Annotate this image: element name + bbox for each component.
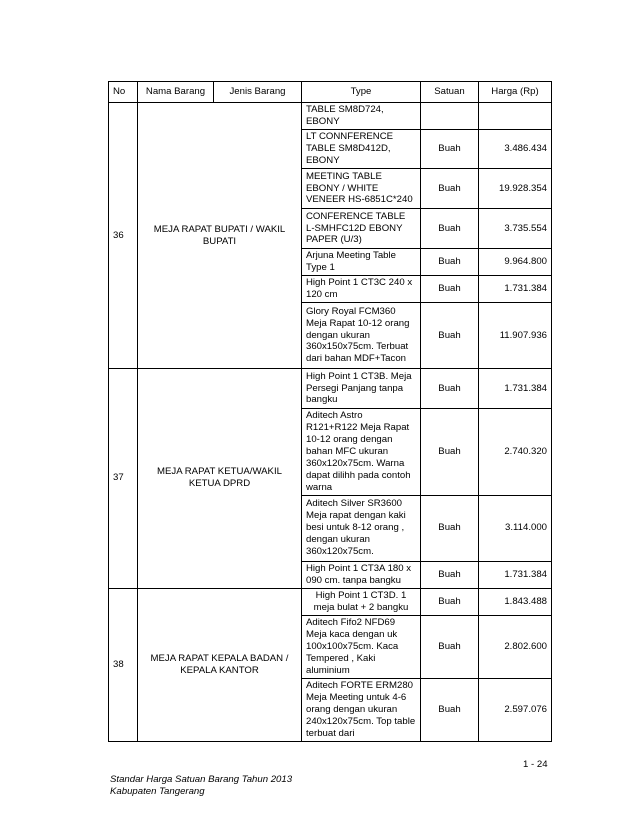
table-body [109,103,552,742]
page-number: 1 - 24 [523,759,548,770]
cell-type: High Point 1 CT3D. 1 meja bulat + 2 bangku [302,588,421,615]
table-row [109,369,552,409]
cell-satuan: Buah [421,369,479,409]
cell-no: 37 [109,369,138,589]
cell-harga: 1.843.488 [479,588,552,615]
cell-satuan: Buah [421,615,479,678]
cell-satuan: Buah [421,209,479,249]
cell-satuan: Buah [421,495,479,561]
cell-harga: 1.731.384 [479,276,552,303]
cell-satuan: Buah [421,249,479,276]
header-nama-barang: Nama Barang [138,82,214,103]
cell-type: Aditech Astro R121+R122 Meja Rapat 10-12 orang dengan bahan MFC ukuran 360x120x75cm. Warna dapat dilihh pada contoh warna [302,409,421,496]
header-satuan: Satuan [421,82,479,103]
cell-satuan: Buah [421,678,479,741]
cell-satuan: Buah [421,276,479,303]
footer-region: Kabupaten Tangerang [110,786,205,798]
cell-type: CONFERENCE TABLE L-SMHFC12D EBONY PAPER (U/3) [302,209,421,249]
cell-harga: 3.735.554 [479,209,552,249]
cell-harga: 3.114.000 [479,495,552,561]
cell-nama-barang: MEJA RAPAT BUPATI / WAKIL BUPATI [138,103,302,369]
cell-harga: 2.597.076 [479,678,552,741]
cell-harga: 9.964.800 [479,249,552,276]
cell-harga: 2.802.600 [479,615,552,678]
cell-type: Glory Royal FCM360 Meja Rapat 10-12 orang dengan ukuran 360x150x75cm. Terbuat dari bahan MDF+Tacon [302,303,421,369]
header-type: Type [302,82,421,103]
cell-satuan [421,103,479,130]
cell-harga: 19.928.354 [479,169,552,209]
table-header-row [109,82,552,103]
cell-type: Arjuna Meeting Table Type 1 [302,249,421,276]
cell-nama-barang: MEJA RAPAT KEPALA BADAN / KEPALA KANTOR [138,588,302,741]
header-jenis-barang: Jenis Barang [214,82,302,103]
cell-type: High Point 1 CT3A 180 x 090 cm. tanpa bangku [302,561,421,588]
table-row [109,588,552,615]
price-table [108,81,552,742]
footer-title: Standar Harga Satuan Barang Tahun 2013 [110,774,293,785]
cell-type: Aditech Silver SR3600 Meja rapat dengan kaki besi untuk 8-12 orang , dengan ukuran 360x120x75cm. [302,495,421,561]
cell-type: Aditech Fifo2 NFD69 Meja kaca dengan uk 100x100x75cm. Kaca Tempered , Kaki aluminium [302,615,421,678]
table-row [109,103,552,130]
cell-type: High Point 1 CT3C 240 x 120 cm [302,276,421,303]
cell-satuan: Buah [421,130,479,169]
cell-satuan: Buah [421,169,479,209]
cell-no: 38 [109,588,138,741]
header-no: No [109,82,138,103]
cell-type: TABLE SM8D724, EBONY [302,103,421,130]
cell-harga: 11.907.936 [479,303,552,369]
cell-type: Aditech FORTE ERM280 Meja Meeting untuk 4-6 orang dengan ukuran 240x120x75cm. Top table terbuat dari [302,678,421,741]
cell-type: High Point 1 CT3B. Meja Persegi Panjang tanpa bangku [302,369,421,409]
cell-no: 36 [109,103,138,369]
cell-harga: 2.740.320 [479,409,552,496]
cell-nama-barang: MEJA RAPAT KETUA/WAKIL KETUA DPRD [138,369,302,589]
cell-harga [479,103,552,130]
cell-type: LT CONNFERENCE TABLE SM8D412D, EBONY [302,130,421,169]
footer [110,774,292,799]
cell-harga: 1.731.384 [479,369,552,409]
cell-satuan: Buah [421,409,479,496]
cell-harga: 3.486.434 [479,130,552,169]
cell-harga: 1.731.384 [479,561,552,588]
header-harga: Harga (Rp) [479,82,552,103]
cell-satuan: Buah [421,588,479,615]
cell-satuan: Buah [421,561,479,588]
cell-type: MEETING TABLE EBONY / WHITE VENEER HS-6851C*240 [302,169,421,209]
cell-satuan: Buah [421,303,479,369]
